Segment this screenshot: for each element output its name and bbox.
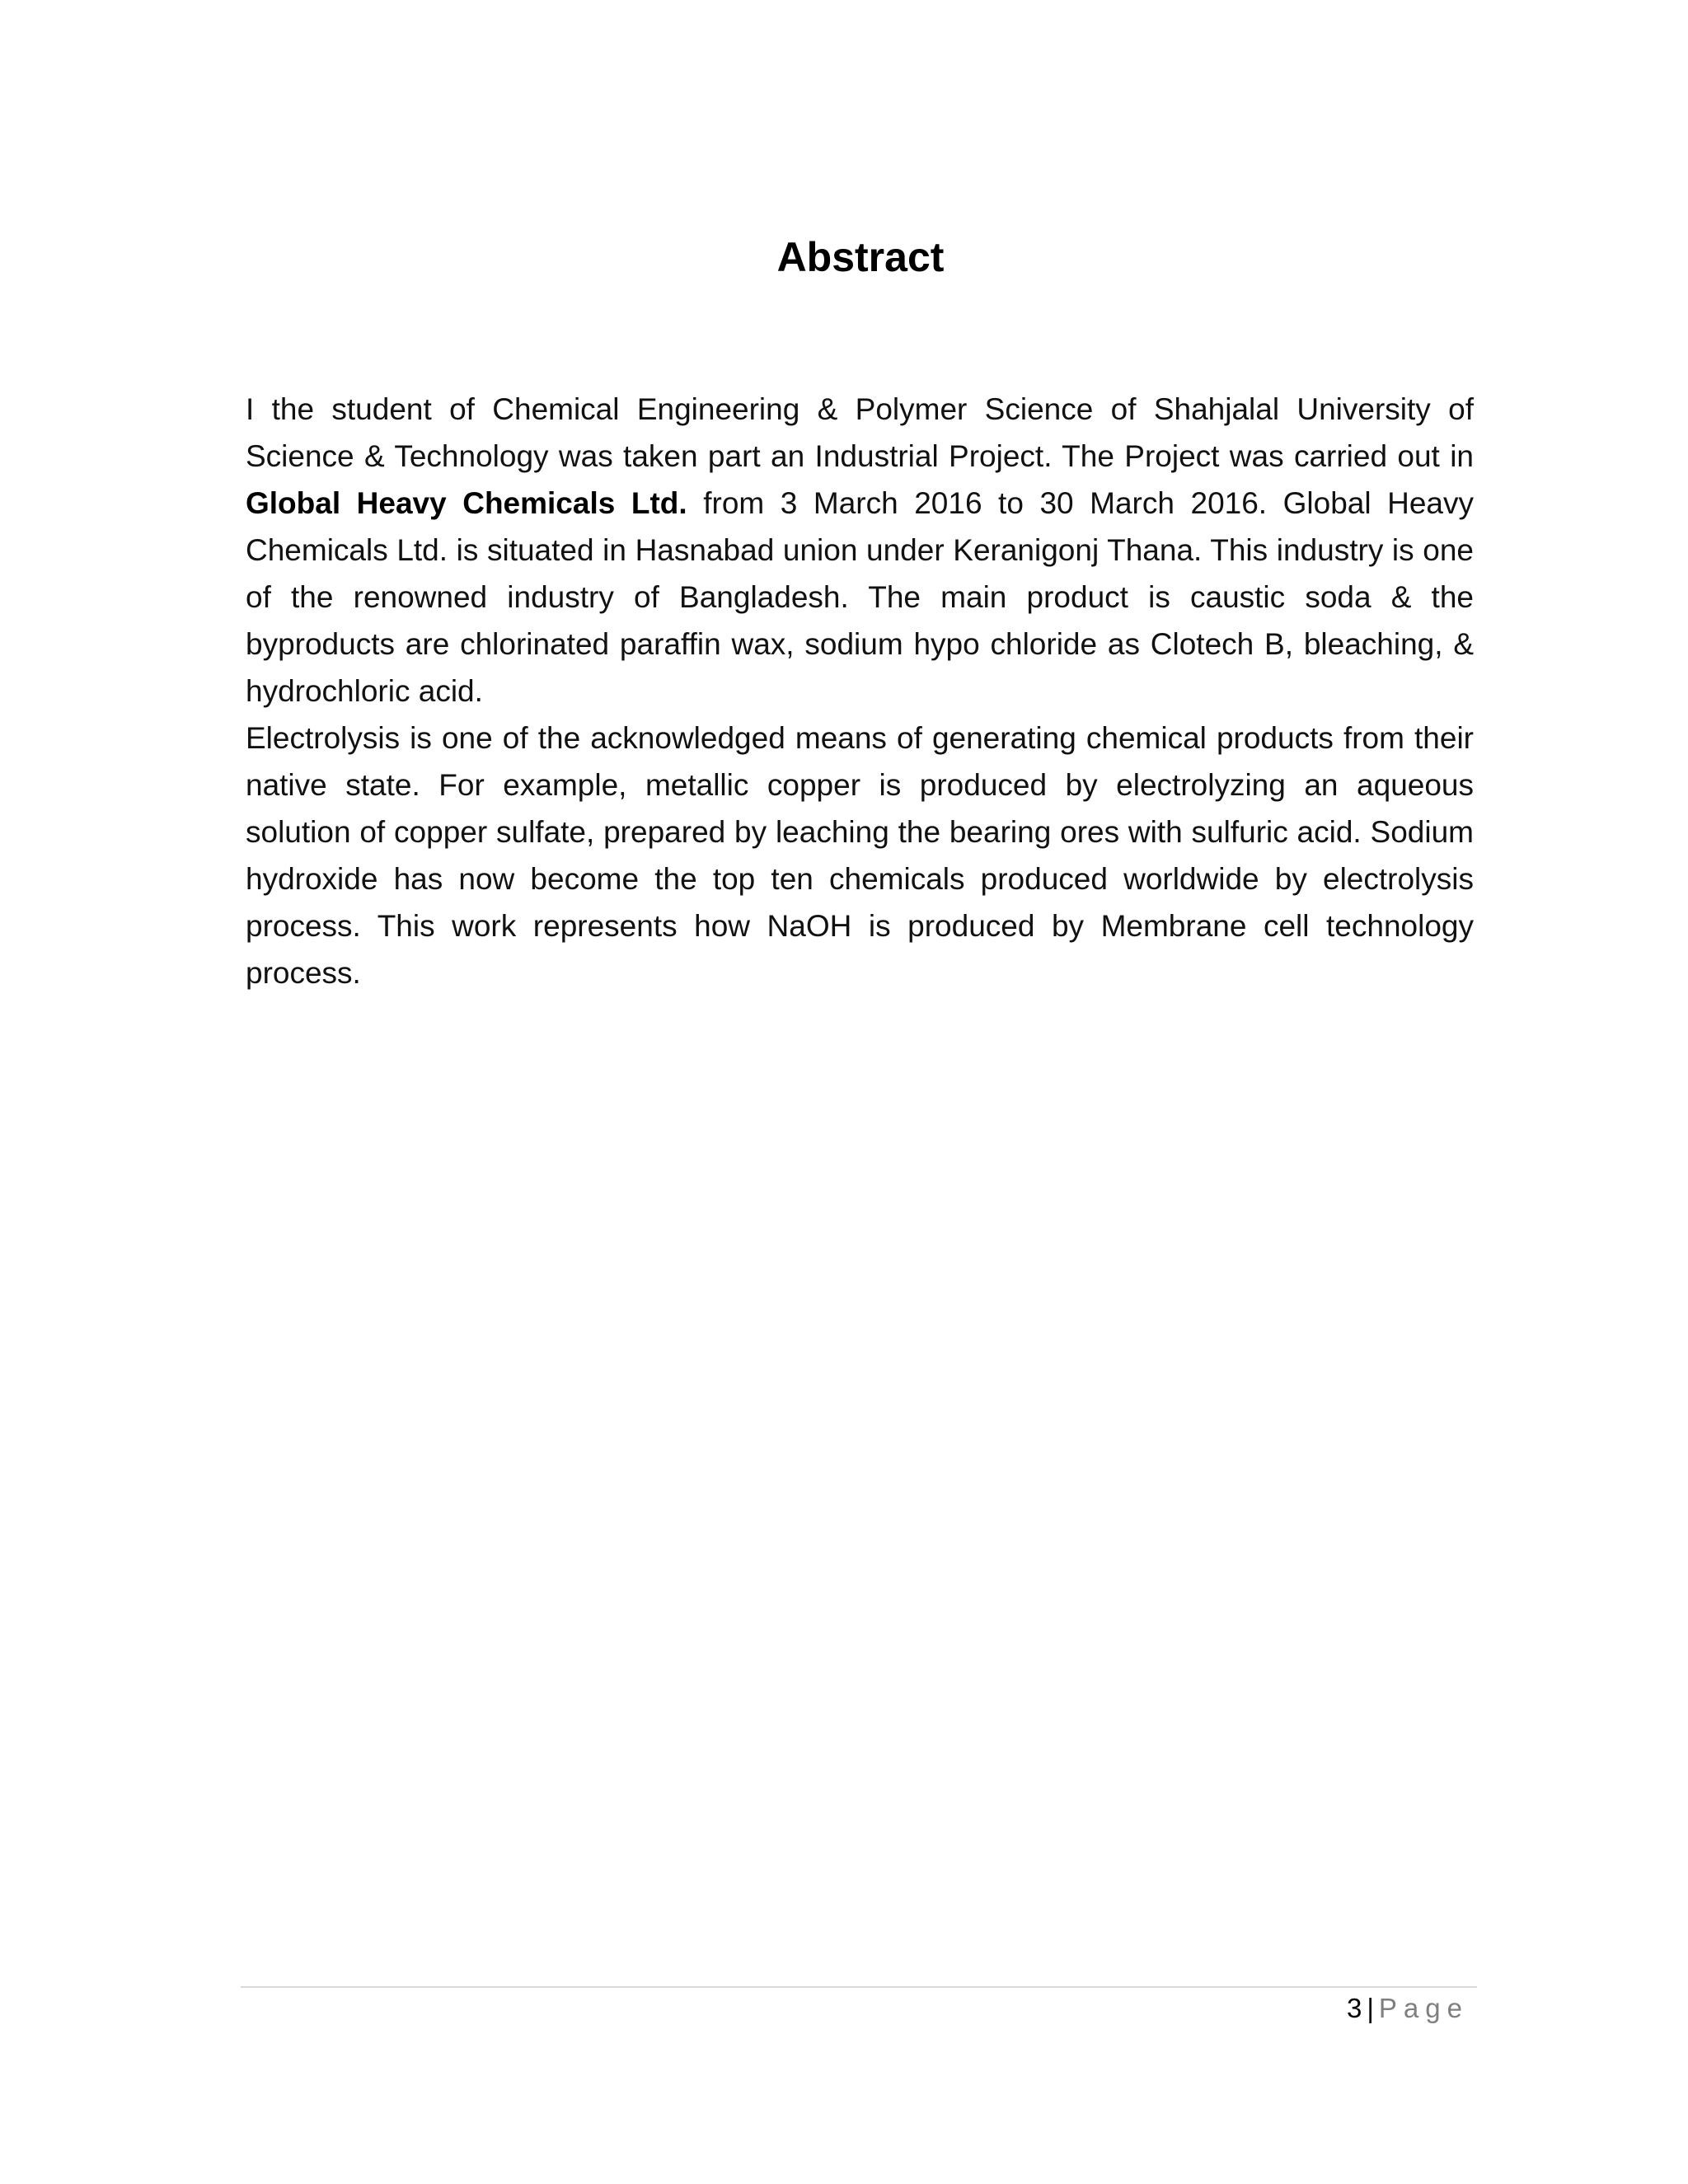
footer-separator: | — [1367, 1993, 1374, 2023]
abstract-paragraph-1 — [246, 386, 1474, 715]
company-name-bold: Global Heavy Chemicals Ltd. — [246, 486, 687, 520]
abstract-body — [246, 386, 1474, 996]
footer-divider — [241, 1986, 1477, 1988]
page-label: Page — [1378, 1993, 1469, 2023]
paragraph-1-text-end: from 3 March 2016 to 30 March 2016. Global Heavy Chemicals Ltd. is situated in Hasnabad union under Keranigonj Thana. This industry is one of the renowned industry of Bangladesh. The main product is caustic soda & the byproducts are chlorinated paraffin wax, sodium hypo chloride as Clotech B, bleaching, & hydrochloric acid. — [246, 486, 1474, 708]
page-title: Abstract — [776, 234, 945, 280]
page-footer — [1347, 1990, 1469, 2027]
paragraph-1-text-start: I the student of Chemical Engineering & Polymer Science of Shahjalal University of Science & Technology was taken part an Industrial Project. The Project was carried out in — [246, 392, 1474, 473]
page-number: 3 — [1346, 1993, 1362, 2023]
abstract-paragraph-2: Electrolysis is one of the acknowledged means of generating chemical products from their native state. For example, metallic copper is produced by electrolyzing an aqueous solution of copper sulfate, prepared by leaching the bearing ores with sulfuric acid. Sodium hydroxide has now become the top ten chemicals produced worldwide by electrolysis process. This work represents how NaOH is produced by Membrane cell technology process. — [246, 721, 1474, 990]
